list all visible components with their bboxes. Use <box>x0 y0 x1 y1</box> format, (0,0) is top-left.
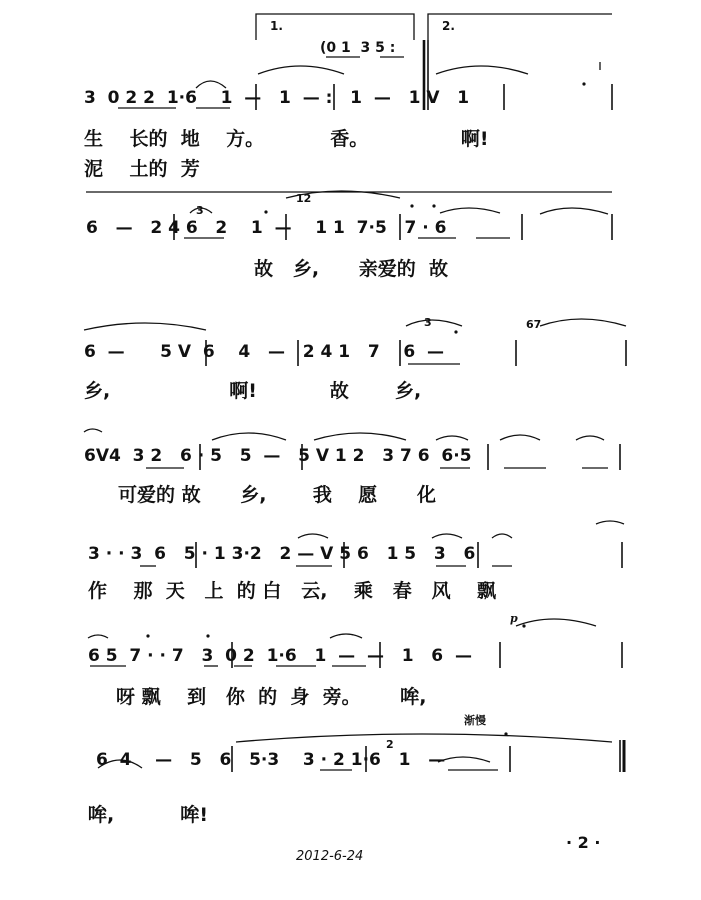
repeat-intro: (0 1 3 5 : <box>320 40 396 56</box>
volta-second-label: 2. <box>442 19 455 33</box>
triplet-mark-1: 3 <box>196 204 204 217</box>
page-number: · 2 · <box>566 833 601 852</box>
lyric-2: 故 乡, 亲爱的 故 <box>254 258 448 280</box>
date-stamp: 2012-6-24 <box>296 849 364 864</box>
notes-6a: 6 5 7 · · 7 3 0 2 1·6 1 — — 1 6 — <box>88 646 472 666</box>
notes-1a: 3 0 2 2 1·6 1 — 1 — : 1 — 1 V 1 <box>84 88 470 108</box>
lyric-4: 可爱的 故 乡, 我 愿 化 <box>118 484 436 506</box>
notes-4a: 6V4 3 2 6 · 5 5 — 5 V 1 2 3 7 6 6·5 <box>84 446 472 466</box>
volta-first-label: 1. <box>270 19 283 33</box>
lyric-1b: 泥 土的 芳 <box>84 158 200 180</box>
notes-2a: 6 — 2 4 6 2 1 — 1 1 7·5 7 · 6 <box>86 218 447 238</box>
notes-3a: 6 — 5 V 6 4 — 2 4 1 7 6 — <box>84 342 445 362</box>
notes-7a: 6 4 — 5 6 5·3 3 · 2 1·6 1 — <box>96 750 446 770</box>
lyric-5: 作 那 天 上 的 白 云, 乘 春 风 飘 <box>88 580 497 602</box>
lyric-7: 哞, 哞! <box>88 804 209 826</box>
tempo-mark: 渐慢 <box>464 714 486 727</box>
lyric-1: 生 长的 地 方。 香。 啊! <box>84 128 489 150</box>
lyric-6: 呀 飘 到 你 的 身 旁。 哞, <box>116 686 427 708</box>
dynamic-p: p <box>510 612 518 625</box>
triplet-mark-2: 3 <box>424 316 432 329</box>
grace-12: 12 <box>296 192 312 205</box>
lyric-3: 乡, 啊! 故 乡, <box>84 380 422 402</box>
grace-2: 2 <box>386 738 394 751</box>
notes-5a: 3 · · 3 6 5 · 1 3·2 2 — V 5 6 1 5 3 6 <box>88 544 476 564</box>
grace-67: 67 <box>526 318 542 331</box>
